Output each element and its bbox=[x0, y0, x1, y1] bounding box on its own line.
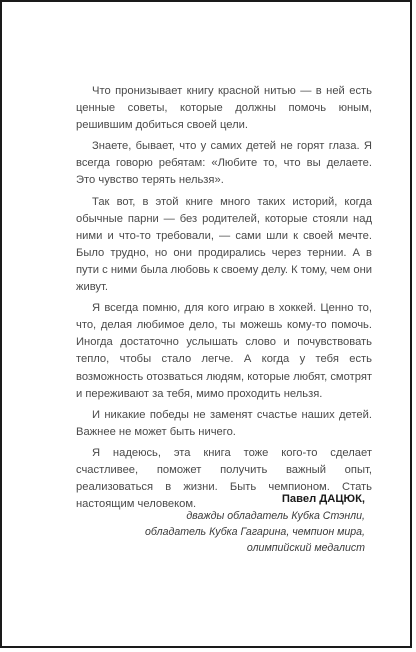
author-title-line: обладатель Кубка Гагарина, чемпион мира, bbox=[144, 526, 365, 538]
foreword-text bbox=[76, 83, 372, 517]
paragraph: Я надеюсь, эта книга тоже кого-то сделает счастливее, поможет получить важный опыт, реализоваться в жизни. Быть чемпионом. Стать настоящим человеком. bbox=[76, 446, 372, 511]
paragraph: Так вот, в этой книге много таких историй, когда обычные парни — без родителей, которые стояли над ними и что-то требовали, — сами шли к своей мечте. Было трудно, но они продирались через тернии. А в пути с ними была любовь к своему делу. К тому, чем они живут. bbox=[76, 195, 372, 294]
paragraph: И никакие победы не заменят счастье наших детей. Важнее не может быть ничего. bbox=[76, 408, 372, 438]
author-name: Павел ДАЦЮК, bbox=[281, 493, 365, 505]
paragraph: Что пронизывает книгу красной нитью — в ней есть ценные советы, которые должны помочь юным, решившим добиться своей цели. bbox=[76, 85, 372, 132]
paragraph: Я всегда помню, для кого играю в хоккей. Ценно то, что, делая любимое дело, ты можешь кому-то помочь. Иногда достаточно услышать слово и почувствовать тепло, чтобы стало легче. А когда у тебя есть возможность отозваться людям, которые любят, смотрят и переживают за тебя, мимо проходить нельзя. bbox=[76, 302, 372, 400]
paragraph: Знаете, бывает, что у самих детей не горят глаза. Я всегда говорю ребятам: «Любите то, что вы делаете. Это чувство терять нельзя». bbox=[76, 140, 372, 187]
author-signature bbox=[45, 491, 365, 556]
author-title-line: дважды обладатель Кубка Стэнли, bbox=[186, 510, 365, 522]
author-title-line: олимпийский медалист bbox=[246, 542, 365, 554]
